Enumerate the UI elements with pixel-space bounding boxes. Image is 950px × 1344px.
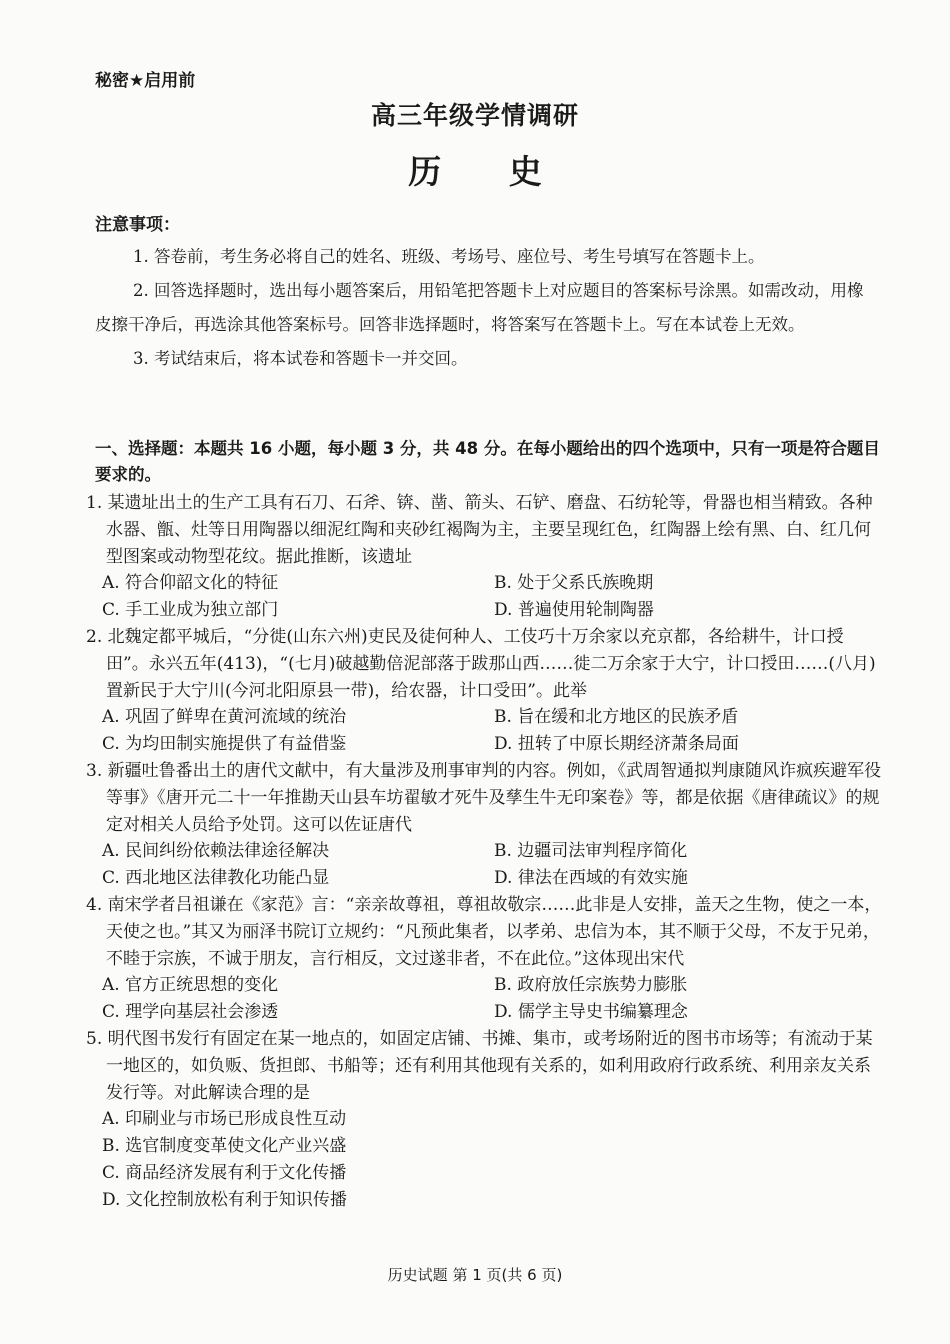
option-b: B. 边疆司法审判程序简化	[494, 841, 688, 862]
page-footer: 历史试题 第 1 页(共 6 页)	[387, 1266, 563, 1284]
notice-item: 1. 答卷前，考生务必将自己的姓名、班级、考场号、座位号、考生号填写在答题卡上。	[133, 247, 765, 266]
option-c: C. 手工业成为独立部门	[102, 600, 279, 621]
question-1	[86, 490, 886, 624]
question-stem: 3. 新疆吐鲁番出土的唐代文献中，有大量涉及刑事审判的内容。例如，《武周智通拟判康随风诈疯疾避军役等事》《唐开元二十一年推勘天山县车坊翟敏才死牛及孳生牛无印案卷》等，都是依据《唐律疏议》的规定对相关人员给予处罚。这可以佐证唐代	[86, 760, 882, 835]
option-c: C. 为均田制实施提供了有益借鉴	[102, 734, 347, 755]
question-2	[86, 624, 886, 758]
subject-title: 历 史	[408, 152, 570, 191]
option-b: B. 旨在缓和北方地区的民族矛盾	[494, 707, 739, 728]
option-a: A. 符合仰韶文化的特征	[102, 573, 279, 594]
section-heading: 一、选择题：本题共 16 小题，每小题 3 分，共 48 分。在每小题给出的四个选项中，只有一项是符合题目要求的。	[95, 439, 880, 484]
question-stem: 4. 南宋学者吕祖谦在《家范》言：“亲亲故尊祖，尊祖故敬宗……此非是人安排，盖天之生物，使之一本，天使之也。”其又为丽泽书院订立规约：“凡预此集者，以孝弟、忠信为本，其不顺于父母，不友于兄弟，不睦于宗族，不诚于朋友，言行相反，文过遂非者，不在此位。”这体现出宋代	[86, 894, 882, 969]
question-stem: 2. 北魏定都平城后，“分徙(山东六州)吏民及徒何种人、工伎巧十万余家以充京都，各给耕牛，计口授田”。永兴五年(413)，“(七月)破越勤倍泥部落于跋那山西……徙二万余家于大宁，计口授田……(八月)置新民于大宁川(今河北阳原县一带)，给农器，计口受田”。此举	[86, 626, 876, 701]
question-3	[86, 758, 886, 892]
notice-item: 2. 回答选择题时，选出每小题答案后，用铅笔把答题卡上对应题目的答案标号涂黑。如需改动，用橡皮擦干净后，再选涂其他答案标号。回答非选择题时，将答案写在答题卡上。写在本试卷上无效。	[95, 281, 864, 334]
option-b: B. 选官制度变革使文化产业兴盛	[102, 1136, 347, 1157]
option-a: A. 官方正统思想的变化	[102, 975, 279, 996]
option-a: A. 印刷业与市场已形成良性互动	[102, 1109, 347, 1130]
option-b: B. 政府放任宗族势力膨胀	[494, 975, 688, 996]
option-d: D. 扭转了中原长期经济萧条局面	[494, 734, 739, 755]
option-c: C. 商品经济发展有利于文化传播	[102, 1162, 347, 1183]
option-d: D. 律法在西域的有效实施	[494, 868, 688, 889]
option-c: C. 西北地区法律教化功能凸显	[102, 868, 330, 889]
question-5	[86, 1026, 886, 1214]
option-d: D. 儒学主导史书编纂理念	[494, 1002, 688, 1023]
option-a: A. 民间纠纷依赖法律途径解决	[102, 841, 330, 862]
question-stem: 5. 明代图书发行有固定在某一地点的，如固定店铺、书摊、集市，或考场附近的图书市场等；有流动于某一地区的，如负贩、货担郎、书船等；还有利用其他现有关系的，如利用政府行政系统、利用亲友关系发行等。对此解读合理的是	[86, 1028, 873, 1103]
option-c: C. 理学向基层社会渗透	[102, 1002, 279, 1023]
question-stem: 1. 某遗址出土的生产工具有石刀、石斧、锛、凿、箭头、石铲、磨盘、石纺轮等，骨器也相当精致。各种水器、甑、灶等日用陶器以细泥红陶和夹砂红褐陶为主，主要呈现红色，红陶器上绘有黑、白、红几何型图案或动物型花纹。据此推断，该遗址	[86, 493, 873, 567]
question-list	[86, 490, 886, 1214]
notice-item: 3. 考试结束后，将本试卷和答题卡一并交回。	[133, 349, 468, 368]
option-b: B. 处于父系氏族晚期	[494, 573, 654, 594]
option-d: D. 普遍使用轮制陶器	[494, 600, 654, 621]
question-4	[86, 892, 886, 1026]
option-a: A. 巩固了鲜卑在黄河流域的统治	[102, 707, 347, 728]
secret-label: 秘密★启用前	[95, 71, 196, 91]
notice-list	[95, 240, 875, 376]
exam-title: 高三年级学情调研	[370, 101, 579, 130]
notice-heading: 注意事项：	[95, 215, 180, 235]
option-d: D. 文化控制放松有利于知识传播	[102, 1189, 347, 1210]
